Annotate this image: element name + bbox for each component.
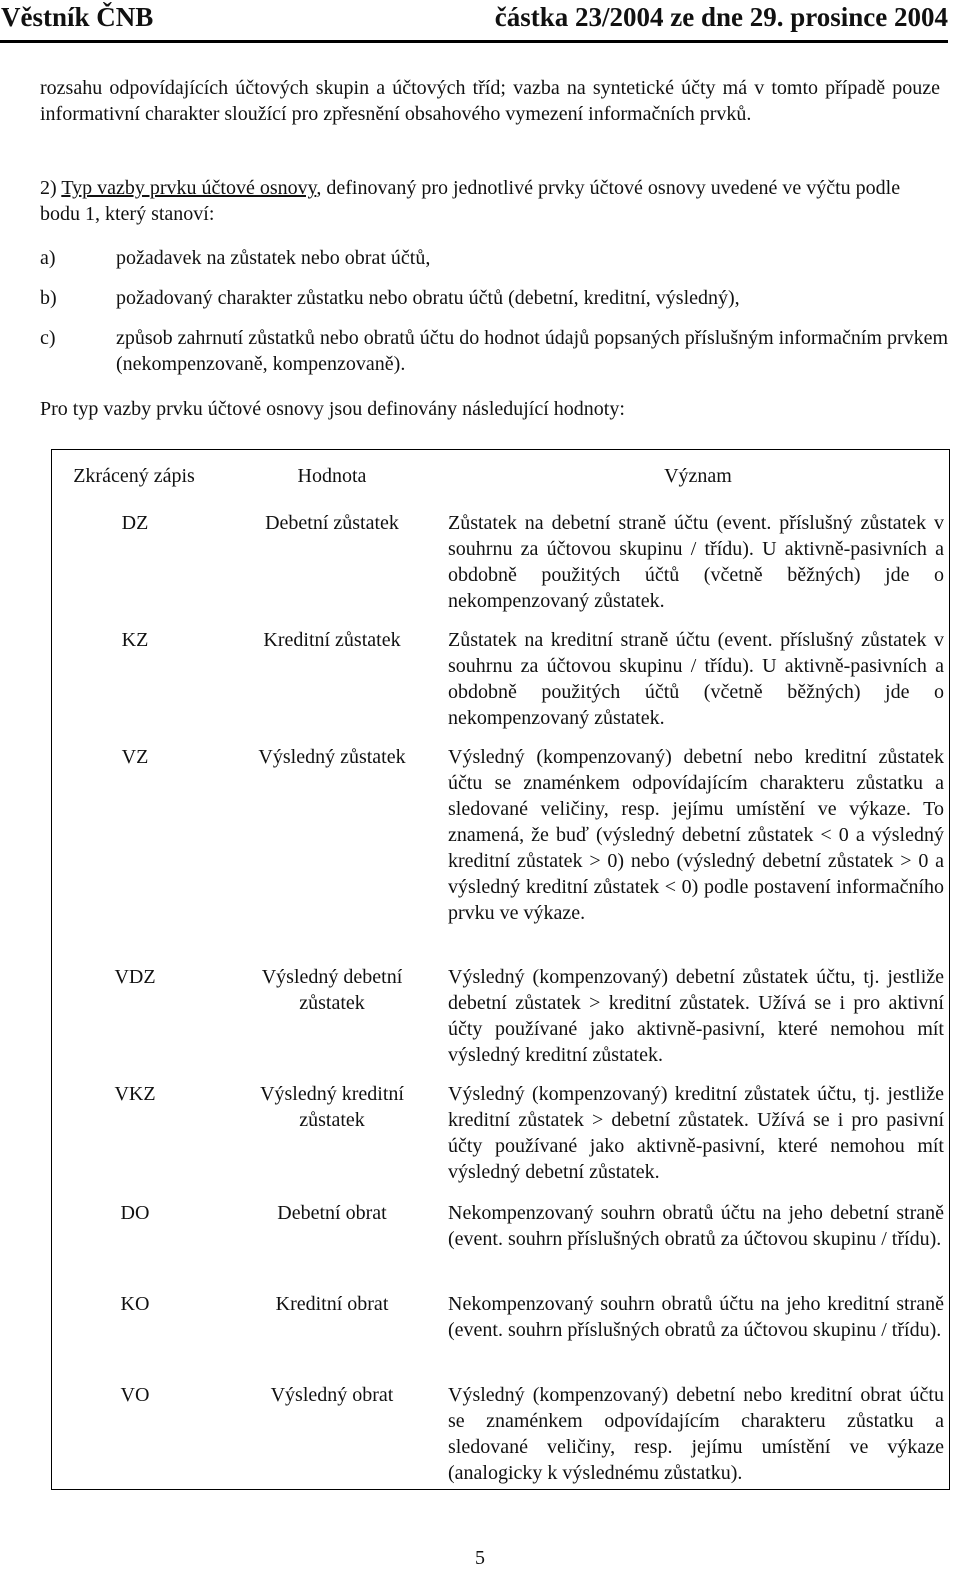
cell-value: Debetní obrat bbox=[277, 1202, 387, 1224]
value-table bbox=[51, 449, 950, 1490]
cell-meaning: Výsledný (kompenzovaný) debetní zůstatek účtu, tj. jestliže debetní zůstatek > kreditní zůstatek. Užívá se i pro aktivní účty používané jako aktivně-pasivní, které nemohou mít výsledný kreditní zůstatek. bbox=[448, 966, 944, 1066]
cell-meaning: Výsledný (kompenzovaný) kreditní zůstatek účtu, tj. jestliže kreditní zůstatek > debetní zůstatek. Užívá se i pro pasivní účty používané jako aktivně-pasivní, které nemohou mít výsledný debetní zůstatek. bbox=[448, 1083, 944, 1183]
paragraph-continuation: rozsahu odpovídajících účtových skupin a účtových tříd; vazba na syntetické účty má v tomto případě pouze informativní charakter sloužící pro zpřesnění obsahového vymezení informačních prvků. bbox=[40, 77, 940, 125]
cell-meaning: Výsledný (kompenzovaný) debetní nebo kreditní obrat účtu se znaménkem odpovídajícím charakteru zůstatku a sledované veličiny, resp. jejímu umístění ve výkaze (analogicky k výslednému zůstatku). bbox=[448, 1384, 944, 1484]
cell-value: Kreditní zůstatek bbox=[263, 629, 401, 651]
cell-code: VKZ bbox=[114, 1083, 156, 1105]
table-header-code: Zkrácený zápis bbox=[73, 465, 195, 487]
table-header-value: Hodnota bbox=[297, 465, 367, 487]
cell-code: VO bbox=[120, 1384, 150, 1406]
cell-value: Výsledný obrat bbox=[270, 1384, 394, 1406]
cell-value: Debetní zůstatek bbox=[265, 512, 399, 534]
cell-code: VZ bbox=[121, 746, 149, 768]
list-item bbox=[40, 285, 960, 311]
cell-code: VDZ bbox=[114, 966, 156, 988]
cell-meaning: Zůstatek na kreditní straně účtu (event. příslušný zůstatek v souhrnu za účtovou skupinu / třídu). U aktivně-pasivních a obdobně použitých účtů (včetně běžných) jde o nekompenzovaný zůstatek. bbox=[448, 629, 944, 729]
cell-meaning: Nekompenzovaný souhrn obratů účtu na jeho debetní straně (event. souhrn příslušných obratů za účtovou skupinu / třídu). bbox=[448, 1202, 944, 1250]
page-header bbox=[0, 0, 948, 43]
list-item-label: c) bbox=[40, 327, 56, 349]
cell-meaning: Nekompenzovaný souhrn obratů účtu na jeho kreditní straně (event. souhrn příslušných obratů za účtovou skupinu / třídu). bbox=[448, 1293, 944, 1341]
list-item-text: způsob zahrnutí zůstatků nebo obratů účtu do hodnot údajů popsaných příslušným informačním prvkem (nekompenzovaně, kompenzovaně). bbox=[116, 327, 949, 375]
cell-meaning: Výsledný (kompenzovaný) debetní nebo kreditní zůstatek účtu se znaménkem odpovídajícím charakteru zůstatku a sledované veličiny, resp. jejímu umístění ve výkaze. To znamená, že buď (výsledný debetní zůstatek < 0 a výsledný kreditní zůstatek > 0) nebo (výsledný debetní zůstatek > 0 a výsledný kreditní zůstatek < 0) podle postavení informačního prvku ve výkaze. bbox=[448, 746, 944, 924]
list-item-label: a) bbox=[40, 247, 56, 269]
journal-title: Věstník ČNB bbox=[1, 2, 154, 32]
list-item-text: požadavek na zůstatek nebo obrat účtů, bbox=[116, 247, 431, 269]
item-text: , definovaný pro jednotlivé prvky účtové osnovy uvedené ve výčtu podle bodu 1, který stanoví: bbox=[40, 177, 901, 225]
cell-code: DZ bbox=[121, 512, 149, 534]
list-item bbox=[40, 325, 960, 377]
cell-value: Výsledný kreditní zůstatek bbox=[260, 1083, 404, 1131]
underlined-term: Typ vazby prvku účtové osnovy bbox=[61, 177, 317, 199]
cell-meaning: Zůstatek na debetní straně účtu (event. příslušný zůstatek v souhrnu za účtovou skupinu / třídu). U aktivně-pasivních a obdobně použitých účtů (včetně běžných) jde o nekompenzovaný zůstatek. bbox=[448, 512, 944, 612]
paragraph-intro: Pro typ vazby prvku účtové osnovy jsou definovány následující hodnoty: bbox=[40, 398, 625, 420]
page-number: 5 bbox=[475, 1547, 485, 1569]
issue-info: částka 23/2004 ze dne 29. prosince 2004 bbox=[494, 2, 948, 32]
cell-code: KZ bbox=[121, 629, 149, 651]
item-number: 2) bbox=[40, 177, 57, 199]
cell-code: KO bbox=[120, 1293, 150, 1315]
cell-value: Výsledný debetní zůstatek bbox=[261, 966, 403, 1014]
table-header-meaning: Význam bbox=[664, 465, 732, 487]
cell-value: Výsledný zůstatek bbox=[258, 746, 406, 768]
cell-code: DO bbox=[120, 1202, 150, 1224]
list-item bbox=[40, 245, 960, 271]
paragraph-item-2 bbox=[40, 175, 940, 227]
list-item-text: požadovaný charakter zůstatku nebo obratu účtů (debetní, kreditní, výsledný), bbox=[116, 287, 740, 309]
list-item-label: b) bbox=[40, 287, 57, 309]
cell-value: Kreditní obrat bbox=[275, 1293, 389, 1315]
